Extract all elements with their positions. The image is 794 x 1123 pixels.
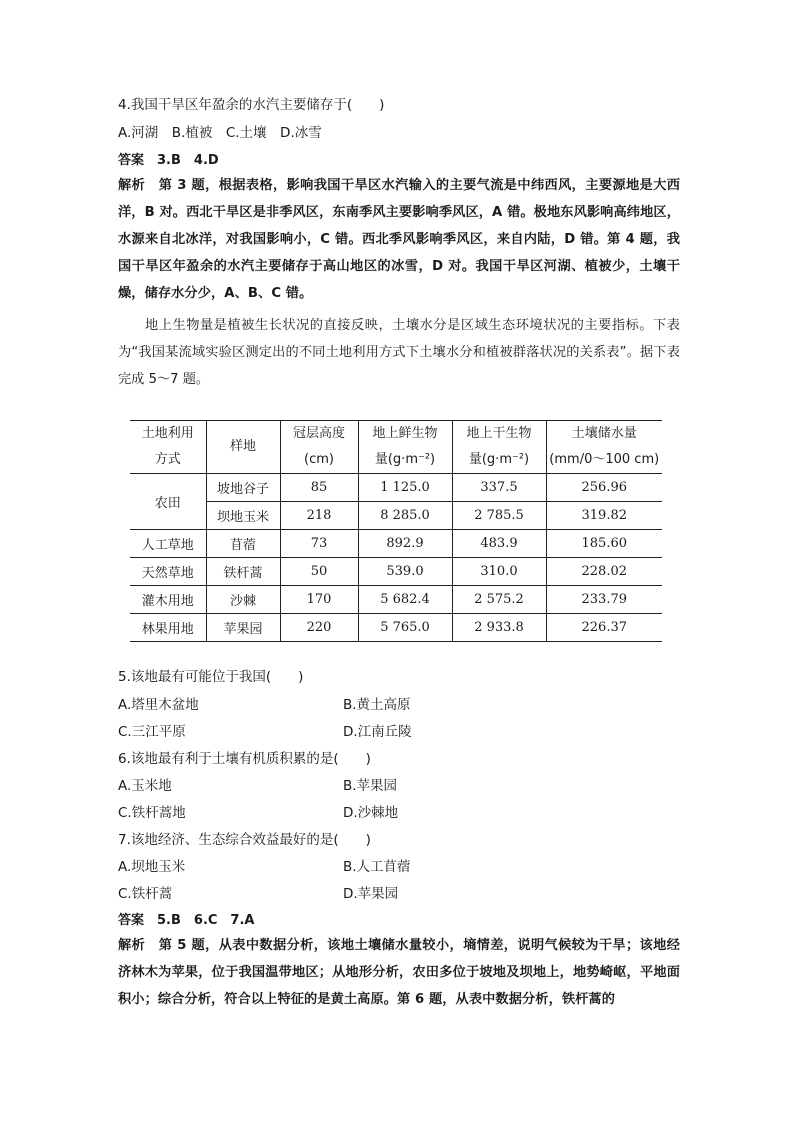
cell-water: 228.02 — [546, 558, 662, 586]
cell-height: 218 — [280, 502, 358, 530]
cell-dry: 2 575.2 — [452, 586, 546, 614]
header-canopy-height: 冠层高度 (cm) — [280, 421, 358, 474]
question-6-option-b: B.苹果园 — [343, 778, 398, 794]
cell-land-use: 农田 — [130, 474, 206, 530]
table-row — [130, 474, 662, 502]
question-7-option-d: D.苹果园 — [343, 886, 399, 902]
answer-3-4: 答案 3.B 4.D — [118, 153, 219, 168]
cell-dry: 2 785.5 — [452, 502, 546, 530]
soil-vegetation-table — [130, 420, 662, 642]
cell-water: 185.60 — [546, 530, 662, 558]
cell-fresh: 1 125.0 — [358, 474, 452, 502]
question-5-option-c: C.三江平原 — [118, 724, 186, 740]
question-6-option-a: A.玉米地 — [118, 778, 172, 794]
header-dry-biomass: 地上干生物 量(g·m⁻²) — [452, 421, 546, 474]
question-7-stem: 7.该地经济、生态综合效益最好的是( ) — [118, 832, 371, 848]
cell-fresh: 892.9 — [358, 530, 452, 558]
cell-height: 50 — [280, 558, 358, 586]
cell-sample: 铁杆蒿 — [206, 558, 280, 586]
cell-dry: 483.9 — [452, 530, 546, 558]
question-6-option-d: D.沙棘地 — [343, 805, 399, 821]
cell-sample: 苜蓿 — [206, 530, 280, 558]
cell-height: 73 — [280, 530, 358, 558]
cell-water: 233.79 — [546, 586, 662, 614]
cell-land-use: 灌木用地 — [130, 586, 206, 614]
cell-dry: 310.0 — [452, 558, 546, 586]
header-soil-water: 土壤储水量 (mm/0～100 cm) — [546, 421, 662, 474]
cell-height: 170 — [280, 586, 358, 614]
cell-height: 85 — [280, 474, 358, 502]
cell-fresh: 539.0 — [358, 558, 452, 586]
question-5-option-b: B.黄土高原 — [343, 697, 411, 713]
cell-land-use: 林果用地 — [130, 614, 206, 642]
cell-sample: 沙棘 — [206, 586, 280, 614]
header-sample: 样地 — [206, 421, 280, 474]
question-7-option-a: A.坝地玉米 — [118, 859, 186, 875]
table-row — [130, 530, 662, 558]
table-row — [130, 502, 662, 530]
cell-sample: 坡地谷子 — [206, 474, 280, 502]
cell-sample: 苹果园 — [206, 614, 280, 642]
header-land-use: 土地利用 方式 — [130, 421, 206, 474]
table-row — [130, 614, 662, 642]
question-5-stem: 5.该地最有可能位于我国( ) — [118, 669, 304, 685]
cell-water: 226.37 — [546, 614, 662, 642]
question-7-option-b: B.人工苜蓿 — [343, 859, 411, 875]
cell-fresh: 8 285.0 — [358, 502, 452, 530]
cell-height: 220 — [280, 614, 358, 642]
question-4-options: A.河湖 B.植被 C.土壤 D.冰雪 — [118, 125, 322, 141]
table-row — [130, 586, 662, 614]
cell-dry: 2 933.8 — [452, 614, 546, 642]
table-intro: 地上生物量是植被生长状况的直接反映，土壤水分是区域生态环境状况的主要指标。下表为“我国某流域实验区测定出的不同土地利用方式下土壤水分和植被群落状况的关系表”。据下表完成 5～7 题。 — [118, 318, 680, 387]
cell-fresh: 5 682.4 — [358, 586, 452, 614]
cell-land-use: 人工草地 — [130, 530, 206, 558]
cell-water: 319.82 — [546, 502, 662, 530]
cell-dry: 337.5 — [452, 474, 546, 502]
cell-sample: 坝地玉米 — [206, 502, 280, 530]
table-row — [130, 558, 662, 586]
answer-5-7: 答案 5.B 6.C 7.A — [118, 913, 255, 928]
cell-fresh: 5 765.0 — [358, 614, 452, 642]
cell-land-use: 天然草地 — [130, 558, 206, 586]
question-5-option-d: D.江南丘陵 — [343, 724, 412, 740]
cell-water: 256.96 — [546, 474, 662, 502]
question-7-option-c: C.铁杆蒿 — [118, 886, 173, 902]
question-6-stem: 6.该地最有利于土壤有机质积累的是( ) — [118, 751, 371, 767]
question-4-stem: 4.我国干旱区年盈余的水汽主要储存于( ) — [118, 97, 385, 113]
question-5-option-a: A.塔里木盆地 — [118, 697, 199, 713]
question-6-option-c: C.铁杆蒿地 — [118, 805, 186, 821]
analysis-3-4: 解析 第 3 题，根据表格，影响我国干旱区水汽输入的主要气流是中纬西风，主要源地是大西洋，B 对。西北干旱区是非季风区，东南季风主要影响季风区，A 错。极地东风影响高纬地区，水源来自北冰洋，对我国影响小，C 错。西北季风影响季风区，来自内陆，D 错。第 4 题，我国干旱区年盈余的水汽主要储存于高山地区的冰雪，D 对。我国干旱区河湖、植被少，土壤干燥，储存水分少，A、B、C 错。 — [118, 178, 680, 301]
analysis-5-7: 解析 第 5 题，从表中数据分析，该地土壤储水量较小，墒情差，说明气候较为干旱；该地经济林木为苹果，位于我国温带地区；从地形分析，农田多位于坡地及坝地上，地势崎岖，平地面积小；综合分析，符合以上特征的是黄土高原。第 6 题，从表中数据分析，铁杆蒿的 — [118, 938, 680, 1007]
header-fresh-biomass: 地上鲜生物 量(g·m⁻²) — [358, 421, 452, 474]
